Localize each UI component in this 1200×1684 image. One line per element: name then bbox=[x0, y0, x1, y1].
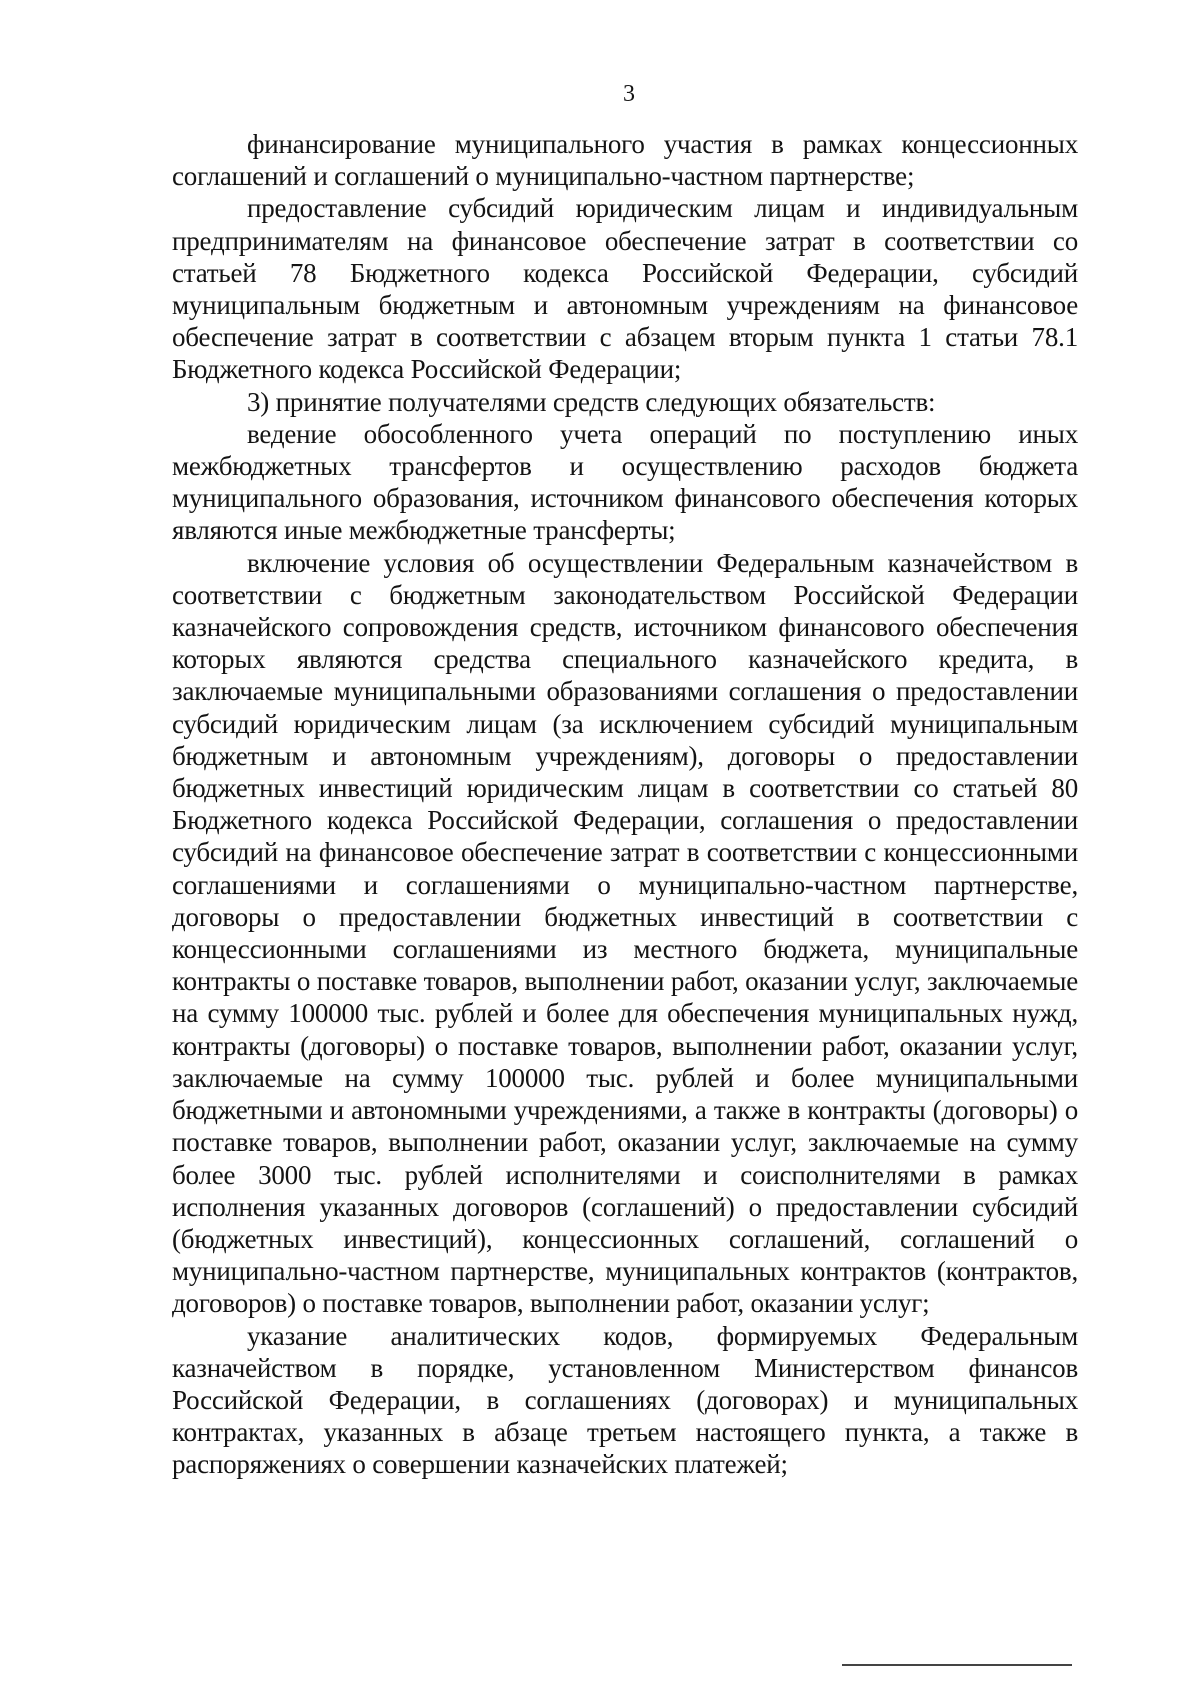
paragraph-treasury-support: включение условия об осуществлении Федеральным казначейством в соответствии с бюджетным законодательством Российской Федерации казначейского сопровождения средств, источником финансового обеспечения которых являются средства специального казначейского кредита, в заключаемые муниципальными образованиями соглашения о предоставлении субсидий юридическим лицам (за исключением субсидий муниципальным бюджетным и автономным учреждениям), договоры о предоставлении бюджетных инвестиций юридическим лицам в соответствии со статьей 80 Бюджетного кодекса Российской Федерации, соглашения о предоставлении субсидий на финансовое обеспечение затрат в соответствии с концессионными соглашениями и соглашениями о муниципально-частном партнерстве, договоры о предоставлении бюджетных инвестиций в соответствии с концессионными соглашениями из местного бюджета, муниципальные контракты о поставке товаров, выполнении работ, оказании услуг, заключаемые на сумму 100000 тыс. рублей и более для обеспечения муниципальных нужд, контракты (договоры) о поставке товаров, выполнении работ, оказании услуг, заключаемые на сумму 100000 тыс. рублей и более муниципальными бюджетными и автономными учреждениями, а также в контракты (договоры) о поставке товаров, выполнении работ, оказании услуг, заключаемые на сумму более 3000 тыс. рублей исполнителями и соисполнителями в рамках исполнения указанных договоров (соглашений) о предоставлении субсидий (бюджетных инвестиций), концессионных соглашений, соглашений о муниципально-частном партнерстве, муниципальных контрактов (контрактов, договоров) о поставке товаров, выполнении работ, оказании услуг; bbox=[172, 547, 1078, 1319]
paragraph-subsidies: предоставление субсидий юридическим лицам и индивидуальным предпринимателям на финансовое обеспечение затрат в соответствии со статьей 78 Бюджетного кодекса Российской Федерации, субсидий муниципальным бюджетным и автономным учреждениям на финансовое обеспечение затрат в соответствии с абзацем вторым пункта 1 статьи 78.1 Бюджетного кодекса Российской Федерации; bbox=[172, 193, 1078, 385]
paragraph-obligations-intro: 3) принятие получателями средств следующих обязательств: bbox=[247, 386, 936, 417]
page-number: 3 bbox=[623, 81, 635, 107]
paragraph-municipal-participation: финансирование муниципального участия в рамках концессионных соглашений и соглашений о муниципально-частном партнерстве; bbox=[172, 129, 1078, 192]
paragraph-analytic-codes: указание аналитических кодов, формируемых Федеральным казначейством в порядке, установленном Министерством финансов Российской Федерации, в соглашениях (договорах) и муниципальных контрактах, указанных в абзаце третьем настоящего пункта, а также в распоряжениях о совершении казначейских платежей; bbox=[172, 1320, 1078, 1480]
footer-rule bbox=[842, 1664, 1072, 1666]
document-body bbox=[172, 128, 1078, 1481]
paragraph-separate-accounting: ведение обособленного учета операций по поступлению иных межбюджетных трансфертов и осуществлению расходов бюджета муниципального образования, источником финансового обеспечения которых являются иные межбюджетные трансферты; bbox=[172, 418, 1078, 546]
